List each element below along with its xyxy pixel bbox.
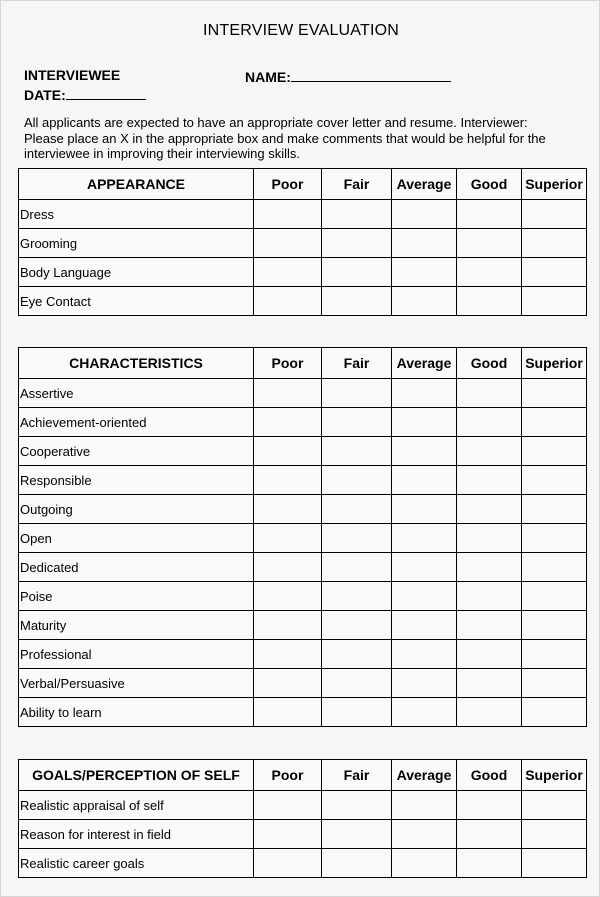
rating-cell-fair[interactable]	[322, 287, 392, 316]
rating-header-average: Average	[392, 169, 457, 200]
table-header-row	[19, 169, 587, 200]
rating-cell-superior[interactable]	[522, 379, 587, 408]
rating-cell-average[interactable]	[392, 287, 457, 316]
rating-cell-poor[interactable]	[254, 524, 322, 553]
table-row	[19, 466, 587, 495]
rating-cell-average[interactable]	[392, 437, 457, 466]
criterion-label: Professional	[19, 640, 254, 669]
rating-cell-average[interactable]	[392, 229, 457, 258]
rating-header-average: Average	[392, 348, 457, 379]
date-label: DATE:	[24, 87, 66, 103]
rating-cell-good[interactable]	[457, 437, 522, 466]
rating-cell-superior[interactable]	[522, 820, 587, 849]
table-row	[19, 287, 587, 316]
rating-cell-superior[interactable]	[522, 849, 587, 878]
rating-cell-superior[interactable]	[522, 229, 587, 258]
rating-cell-average[interactable]	[392, 379, 457, 408]
rating-header-poor: Poor	[254, 348, 322, 379]
rating-cell-average[interactable]	[392, 849, 457, 878]
rating-cell-poor[interactable]	[254, 611, 322, 640]
rating-cell-good[interactable]	[457, 669, 522, 698]
rating-cell-fair[interactable]	[322, 640, 392, 669]
rating-cell-fair[interactable]	[322, 200, 392, 229]
rating-cell-average[interactable]	[392, 582, 457, 611]
rating-cell-good[interactable]	[457, 611, 522, 640]
rating-cell-fair[interactable]	[322, 495, 392, 524]
rating-cell-good[interactable]	[457, 640, 522, 669]
table-row	[19, 258, 587, 287]
rating-cell-poor[interactable]	[254, 466, 322, 495]
rating-cell-superior[interactable]	[522, 408, 587, 437]
rating-cell-average[interactable]	[392, 640, 457, 669]
rating-cell-average[interactable]	[392, 258, 457, 287]
rating-cell-good[interactable]	[457, 200, 522, 229]
criterion-label: Outgoing	[19, 495, 254, 524]
rating-cell-average[interactable]	[392, 524, 457, 553]
rating-cell-fair[interactable]	[322, 582, 392, 611]
table-row	[19, 698, 587, 727]
table-row	[19, 524, 587, 553]
rating-table-goals-perception-of-self	[18, 759, 587, 878]
rating-cell-average[interactable]	[392, 669, 457, 698]
rating-cell-fair[interactable]	[322, 611, 392, 640]
rating-cell-fair[interactable]	[322, 820, 392, 849]
criterion-label: Reason for interest in field	[19, 820, 254, 849]
rating-cell-poor[interactable]	[254, 640, 322, 669]
rating-cell-poor[interactable]	[254, 553, 322, 582]
table-row	[19, 791, 587, 820]
rating-cell-poor[interactable]	[254, 495, 322, 524]
criterion-label: Dedicated	[19, 553, 254, 582]
criterion-label: Poise	[19, 582, 254, 611]
table-row	[19, 408, 587, 437]
rating-cell-average[interactable]	[392, 495, 457, 524]
rating-header-good: Good	[457, 348, 522, 379]
table-row	[19, 437, 587, 466]
rating-cell-fair[interactable]	[322, 849, 392, 878]
rating-cell-poor[interactable]	[254, 582, 322, 611]
table-header-row	[19, 348, 587, 379]
rating-header-superior: Superior	[522, 348, 587, 379]
criterion-label: Eye Contact	[19, 287, 254, 316]
rating-cell-superior[interactable]	[522, 258, 587, 287]
rating-cell-good[interactable]	[457, 379, 522, 408]
rating-cell-average[interactable]	[392, 553, 457, 582]
rating-cell-fair[interactable]	[322, 379, 392, 408]
rating-cell-poor[interactable]	[254, 698, 322, 727]
rating-cell-poor[interactable]	[254, 820, 322, 849]
criterion-label: Assertive	[19, 379, 254, 408]
rating-cell-good[interactable]	[457, 698, 522, 727]
table-row	[19, 582, 587, 611]
rating-cell-good[interactable]	[457, 524, 522, 553]
rating-cell-superior[interactable]	[522, 791, 587, 820]
rating-cell-fair[interactable]	[322, 553, 392, 582]
criterion-label: Realistic career goals	[19, 849, 254, 878]
rating-cell-superior[interactable]	[522, 466, 587, 495]
rating-header-fair: Fair	[322, 169, 392, 200]
rating-cell-good[interactable]	[457, 820, 522, 849]
table-row	[19, 379, 587, 408]
rating-cell-poor[interactable]	[254, 200, 322, 229]
rating-cell-good[interactable]	[457, 849, 522, 878]
rating-cell-fair[interactable]	[322, 524, 392, 553]
rating-cell-superior[interactable]	[522, 669, 587, 698]
instructions-text: All applicants are expected to have an appropriate cover letter and resume. Interviewer: Please place an X in the appropriate box and make comments that would be helpful for the interviewee in improving their interviewing skills.	[24, 115, 546, 161]
table-header-row	[19, 760, 587, 791]
rating-cell-poor[interactable]	[254, 669, 322, 698]
rating-cell-average[interactable]	[392, 408, 457, 437]
rating-cell-superior[interactable]	[522, 200, 587, 229]
table-row	[19, 611, 587, 640]
form-title: INTERVIEW EVALUATION	[202, 22, 400, 39]
criterion-label: Ability to learn	[19, 698, 254, 727]
rating-cell-good[interactable]	[457, 791, 522, 820]
criterion-label: Realistic appraisal of self	[19, 791, 254, 820]
rating-cell-poor[interactable]	[254, 287, 322, 316]
rating-cell-poor[interactable]	[254, 379, 322, 408]
criterion-label: Open	[19, 524, 254, 553]
rating-cell-superior[interactable]	[522, 287, 587, 316]
rating-table-characteristics	[18, 347, 587, 727]
rating-header-good: Good	[457, 169, 522, 200]
rating-cell-average[interactable]	[392, 200, 457, 229]
rating-header-superior: Superior	[522, 169, 587, 200]
rating-cell-poor[interactable]	[254, 408, 322, 437]
rating-header-poor: Poor	[254, 760, 322, 791]
rating-cell-superior[interactable]	[522, 611, 587, 640]
name-blank-line[interactable]	[291, 67, 451, 82]
rating-cell-fair[interactable]	[322, 229, 392, 258]
rating-cell-good[interactable]	[457, 553, 522, 582]
rating-cell-superior[interactable]	[522, 437, 587, 466]
rating-header-good: Good	[457, 760, 522, 791]
rating-cell-average[interactable]	[392, 791, 457, 820]
name-label: NAME:	[245, 69, 291, 85]
rating-cell-good[interactable]	[457, 495, 522, 524]
criterion-label: Cooperative	[19, 437, 254, 466]
rating-cell-poor[interactable]	[254, 791, 322, 820]
rating-cell-good[interactable]	[457, 229, 522, 258]
rating-cell-fair[interactable]	[322, 669, 392, 698]
table-row	[19, 200, 587, 229]
table-row	[19, 640, 587, 669]
rating-header-average: Average	[392, 760, 457, 791]
rating-table-appearance	[18, 168, 587, 316]
rating-cell-superior[interactable]	[522, 553, 587, 582]
table-row	[19, 849, 587, 878]
rating-cell-average[interactable]	[392, 698, 457, 727]
rating-cell-good[interactable]	[457, 287, 522, 316]
rating-cell-fair[interactable]	[322, 698, 392, 727]
rating-cell-fair[interactable]	[322, 408, 392, 437]
rating-cell-good[interactable]	[457, 582, 522, 611]
rating-cell-average[interactable]	[392, 820, 457, 849]
rating-cell-good[interactable]	[457, 466, 522, 495]
rating-cell-good[interactable]	[457, 408, 522, 437]
name-field[interactable]	[245, 67, 451, 85]
table-row	[19, 553, 587, 582]
criterion-label: Achievement-oriented	[19, 408, 254, 437]
table-row	[19, 229, 587, 258]
rating-cell-superior[interactable]	[522, 698, 587, 727]
rating-cell-superior[interactable]	[522, 524, 587, 553]
table-row	[19, 669, 587, 698]
rating-cell-good[interactable]	[457, 258, 522, 287]
date-blank-line[interactable]	[66, 85, 146, 100]
rating-header-fair: Fair	[322, 760, 392, 791]
section-heading: GOALS/PERCEPTION OF SELF	[19, 760, 254, 791]
rating-cell-fair[interactable]	[322, 258, 392, 287]
criterion-label: Body Language	[19, 258, 254, 287]
rating-cell-poor[interactable]	[254, 229, 322, 258]
rating-header-fair: Fair	[322, 348, 392, 379]
rating-cell-fair[interactable]	[322, 466, 392, 495]
interviewee-label: INTERVIEWEE	[24, 67, 121, 83]
rating-cell-fair[interactable]	[322, 437, 392, 466]
rating-cell-superior[interactable]	[522, 640, 587, 669]
rating-header-poor: Poor	[254, 169, 322, 200]
table-row	[19, 495, 587, 524]
rating-cell-superior[interactable]	[522, 582, 587, 611]
criterion-label: Responsible	[19, 466, 254, 495]
date-field[interactable]	[24, 85, 146, 103]
rating-cell-poor[interactable]	[254, 437, 322, 466]
rating-cell-poor[interactable]	[254, 258, 322, 287]
table-row	[19, 820, 587, 849]
rating-cell-poor[interactable]	[254, 849, 322, 878]
rating-header-superior: Superior	[522, 760, 587, 791]
criterion-label: Dress	[19, 200, 254, 229]
rating-cell-average[interactable]	[392, 611, 457, 640]
rating-cell-superior[interactable]	[522, 495, 587, 524]
section-heading: CHARACTERISTICS	[19, 348, 254, 379]
rating-cell-fair[interactable]	[322, 791, 392, 820]
criterion-label: Grooming	[19, 229, 254, 258]
rating-cell-average[interactable]	[392, 466, 457, 495]
criterion-label: Verbal/Persuasive	[19, 669, 254, 698]
criterion-label: Maturity	[19, 611, 254, 640]
section-heading: APPEARANCE	[19, 169, 254, 200]
